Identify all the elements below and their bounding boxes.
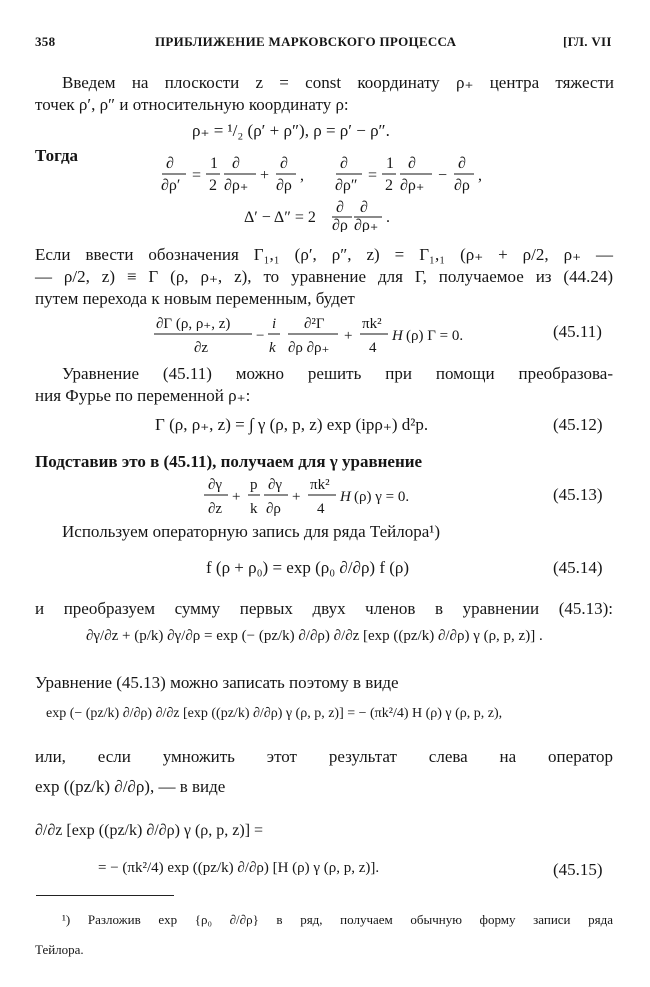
svg-text:1: 1 <box>386 155 394 172</box>
equation-45-14: f (ρ + ρ₀) = exp (ρ₀ ∂/∂ρ) f (ρ) <box>206 558 410 577</box>
equation-number: (45.13) <box>553 485 603 504</box>
svg-text:k: k <box>250 501 258 517</box>
svg-text:4: 4 <box>317 501 325 517</box>
footnote-divider <box>36 895 174 896</box>
svg-text:∂: ∂ <box>458 155 466 172</box>
svg-text:+: + <box>344 328 353 344</box>
svg-text:∂²Γ: ∂²Γ <box>304 316 325 332</box>
svg-text:∂z: ∂z <box>208 501 223 517</box>
equation-45-11 <box>154 312 504 363</box>
svg-text:p: p <box>250 477 258 493</box>
svg-text:∂: ∂ <box>280 155 288 172</box>
page-number: 358 <box>35 34 56 49</box>
equation-rewritten: exp (− (pz/k) ∂/∂ρ) ∂/∂z [exp ((pz/k) ∂/∂ρ) γ (ρ, p, z)] = − (πk²/4) H (ρ) γ (ρ, p, z), <box>46 706 503 721</box>
svg-text:=: = <box>368 167 378 184</box>
paragraph-line: Подставив это в (45.11), получаем для γ уравнение <box>35 452 423 471</box>
paragraph-line: — ρ/2, z) ≡ Γ (ρ, ρ₊, z), то уравнение для Γ, получаемое из (44.24) <box>35 267 613 286</box>
svg-text:∂ρ: ∂ρ <box>266 501 281 517</box>
equation-45-13 <box>204 473 444 524</box>
paragraph-line: Используем операторную запись для ряда Тейлора¹) <box>62 522 441 541</box>
svg-text:+: + <box>260 167 270 184</box>
equation-graphic <box>204 473 444 519</box>
svg-text:2: 2 <box>209 177 217 194</box>
svg-text:∂: ∂ <box>340 155 348 172</box>
svg-text:.: . <box>386 209 390 226</box>
svg-text:H: H <box>340 489 351 505</box>
equation-number: (45.11) <box>553 322 602 341</box>
svg-text:∂γ: ∂γ <box>208 477 223 493</box>
paragraph-line: Уравнение (45.11) можно решить при помощи преобразова- <box>62 364 613 383</box>
svg-text:∂ρ₊: ∂ρ₊ <box>354 217 379 232</box>
equation-45-15a: ∂/∂z [exp ((pz/k) ∂/∂ρ) γ (ρ, p, z)] = <box>35 822 264 839</box>
svg-text:∂ρ₊: ∂ρ₊ <box>224 177 249 194</box>
svg-text:∂Γ (ρ, ρ₊, z): ∂Γ (ρ, ρ₊, z) <box>156 316 231 332</box>
svg-text:πk²: πk² <box>310 477 330 493</box>
svg-text:,: , <box>300 167 304 184</box>
svg-text:−: − <box>256 328 265 344</box>
svg-text:2: 2 <box>385 177 393 194</box>
footnote-line: Тейлора. <box>35 942 84 957</box>
svg-text:∂: ∂ <box>336 199 344 216</box>
equation-derivatives <box>160 150 500 237</box>
paragraph-line: exp ((pz/k) ∂/∂ρ), — в виде <box>35 777 226 796</box>
paragraph-line: Тогда <box>35 146 79 165</box>
svg-text:∂ρ″: ∂ρ″ <box>335 177 358 194</box>
svg-text:k: k <box>269 340 276 356</box>
paragraph-line: Если ввести обозначения Γ₁,₁ (ρ′, ρ″, z) = Γ₁,₁ (ρ₊ + ρ/2, ρ₊ — <box>35 245 613 264</box>
svg-text:∂ρ₊: ∂ρ₊ <box>400 177 425 194</box>
paragraph-line: или, если умножить этот результат слева на оператор <box>35 747 613 766</box>
equation-45-15b: = − (πk²/4) exp ((pz/k) ∂/∂ρ) [H (ρ) γ (ρ, p, z)]. <box>98 860 380 876</box>
svg-text:4: 4 <box>369 340 377 356</box>
svg-text:=: = <box>192 167 202 184</box>
equation-45-12: Γ (ρ, ρ₊, z) = ∫ γ (ρ, p, z) exp (ipρ₊) d²p. <box>155 415 429 434</box>
svg-text:πk²: πk² <box>362 316 382 332</box>
paragraph-line: ния Фурье по переменной ρ₊: <box>35 386 251 405</box>
equation-sum: ∂γ/∂z + (p/k) ∂γ/∂ρ = exp (− (pz/k) ∂/∂ρ) ∂/∂z [exp ((pz/k) ∂/∂ρ) γ (ρ, p, z)] . <box>86 628 543 644</box>
paragraph-line: точек ρ′, ρ″ и относительную координату ρ: <box>35 95 349 114</box>
paragraph-line: Уравнение (45.13) можно записать поэтому в виде <box>35 673 399 692</box>
running-title: ПРИБЛИЖЕНИЕ МАРКОВСКОГО ПРОЦЕССА <box>155 34 457 49</box>
equation: ρ₊ = ¹/₂ (ρ′ + ρ″), ρ = ρ′ − ρ″. <box>192 121 390 140</box>
svg-text:∂: ∂ <box>232 155 240 172</box>
equation-graphic <box>154 312 504 358</box>
paragraph-line: путем перехода к новым переменным, будет <box>35 289 355 308</box>
svg-text:1: 1 <box>210 155 218 172</box>
svg-text:i: i <box>272 316 277 332</box>
svg-text:∂: ∂ <box>166 155 174 172</box>
equation-graphic <box>160 150 500 232</box>
svg-text:∂ρ: ∂ρ <box>276 177 292 194</box>
equation-number: (45.14) <box>553 558 603 577</box>
svg-text:∂z: ∂z <box>194 340 209 356</box>
equation-number: (45.12) <box>553 415 603 434</box>
svg-text:H: H <box>392 328 403 344</box>
svg-text:∂: ∂ <box>408 155 416 172</box>
svg-text:∂ρ: ∂ρ <box>332 217 348 232</box>
svg-text:(ρ) γ = 0.: (ρ) γ = 0. <box>354 489 410 505</box>
chapter-label: [ГЛ. VII <box>563 34 612 49</box>
svg-text:Δ′ − Δ″ = 2: Δ′ − Δ″ = 2 <box>244 209 316 226</box>
svg-text:∂: ∂ <box>360 199 368 216</box>
svg-text:,: , <box>478 167 482 184</box>
svg-text:∂ρ ∂ρ₊: ∂ρ ∂ρ₊ <box>288 340 330 356</box>
footnote-line: ¹) Разложив exp {ρ₀ ∂/∂ρ} в ряд, получаем обычную форму записи ряда <box>62 912 613 927</box>
svg-text:∂ρ′: ∂ρ′ <box>161 177 181 194</box>
paragraph-line: Введем на плоскости z = const координату ρ₊ центра тяжести <box>62 73 614 92</box>
svg-text:−: − <box>438 167 448 184</box>
svg-text:+: + <box>232 489 241 505</box>
paragraph-line: и преобразуем сумму первых двух членов в уравнении (45.13): <box>35 599 613 618</box>
svg-text:∂γ: ∂γ <box>268 477 283 493</box>
equation-number: (45.15) <box>553 860 603 879</box>
svg-text:∂ρ: ∂ρ <box>454 177 470 194</box>
svg-text:+: + <box>292 489 301 505</box>
svg-text:(ρ) Γ = 0.: (ρ) Γ = 0. <box>406 328 464 344</box>
